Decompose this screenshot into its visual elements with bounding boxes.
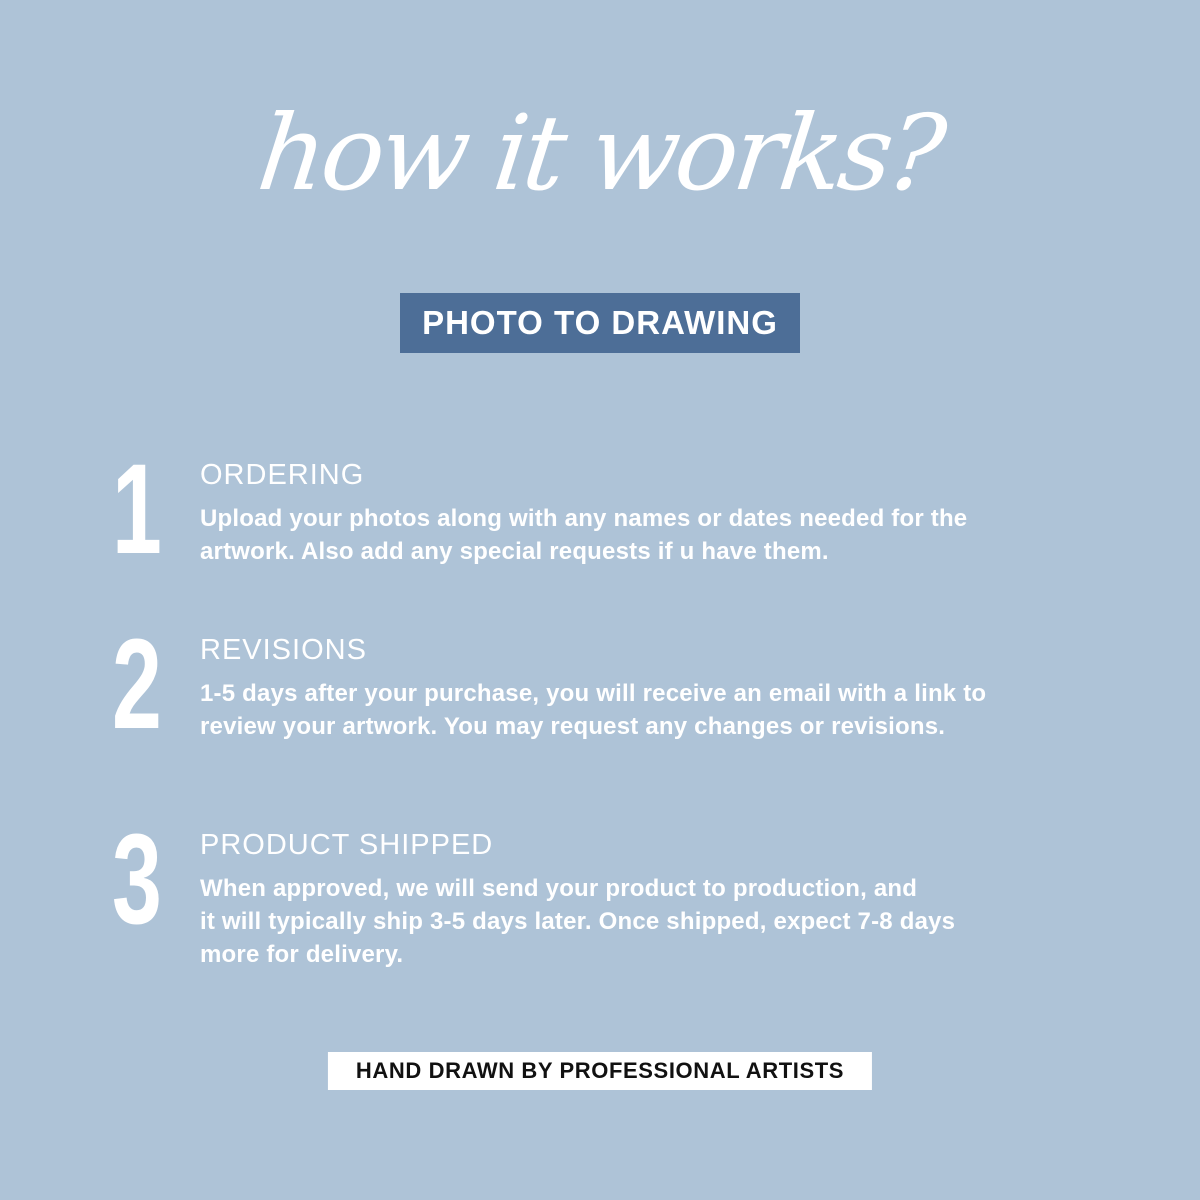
step-description-line: When approved, we will send your product to production, and: [200, 875, 918, 902]
step-title: PRODUCT SHIPPED: [200, 829, 494, 861]
step-content: [200, 825, 1102, 971]
step-revisions: [112, 613, 1102, 756]
step-content: [200, 455, 1102, 568]
step-content: [200, 630, 1102, 743]
step-description-line: 1-5 days after your purchase, you will receive an email with a link to: [200, 680, 987, 707]
step-number-column: [112, 613, 200, 756]
page-title: how it works?: [251, 92, 949, 214]
step-number: 3: [112, 808, 162, 951]
photo-to-drawing-badge: PHOTO TO DRAWING: [400, 293, 800, 353]
step-number-column: [112, 808, 200, 951]
step-title: ORDERING: [200, 459, 365, 491]
step-description-line: more for delivery.: [200, 941, 404, 968]
step-title: REVISIONS: [200, 634, 367, 666]
step-number: 2: [112, 613, 162, 756]
step-description-line: review your artwork. You may request any changes or revisions.: [200, 713, 946, 740]
steps-list: [112, 438, 1102, 971]
step-description-line: it will typically ship 3-5 days later. Once shipped, expect 7-8 days: [200, 908, 956, 935]
step-number: 1: [112, 438, 162, 581]
step-description-line: Upload your photos along with any names or dates needed for the: [200, 505, 968, 532]
step-product-shipped: [112, 808, 1102, 971]
step-number-column: [112, 438, 200, 581]
step-description-line: artwork. Also add any special requests if u have them.: [200, 538, 829, 565]
step-ordering: [112, 438, 1102, 581]
footer-banner: HAND DRAWN BY PROFESSIONAL ARTISTS: [328, 1052, 872, 1090]
